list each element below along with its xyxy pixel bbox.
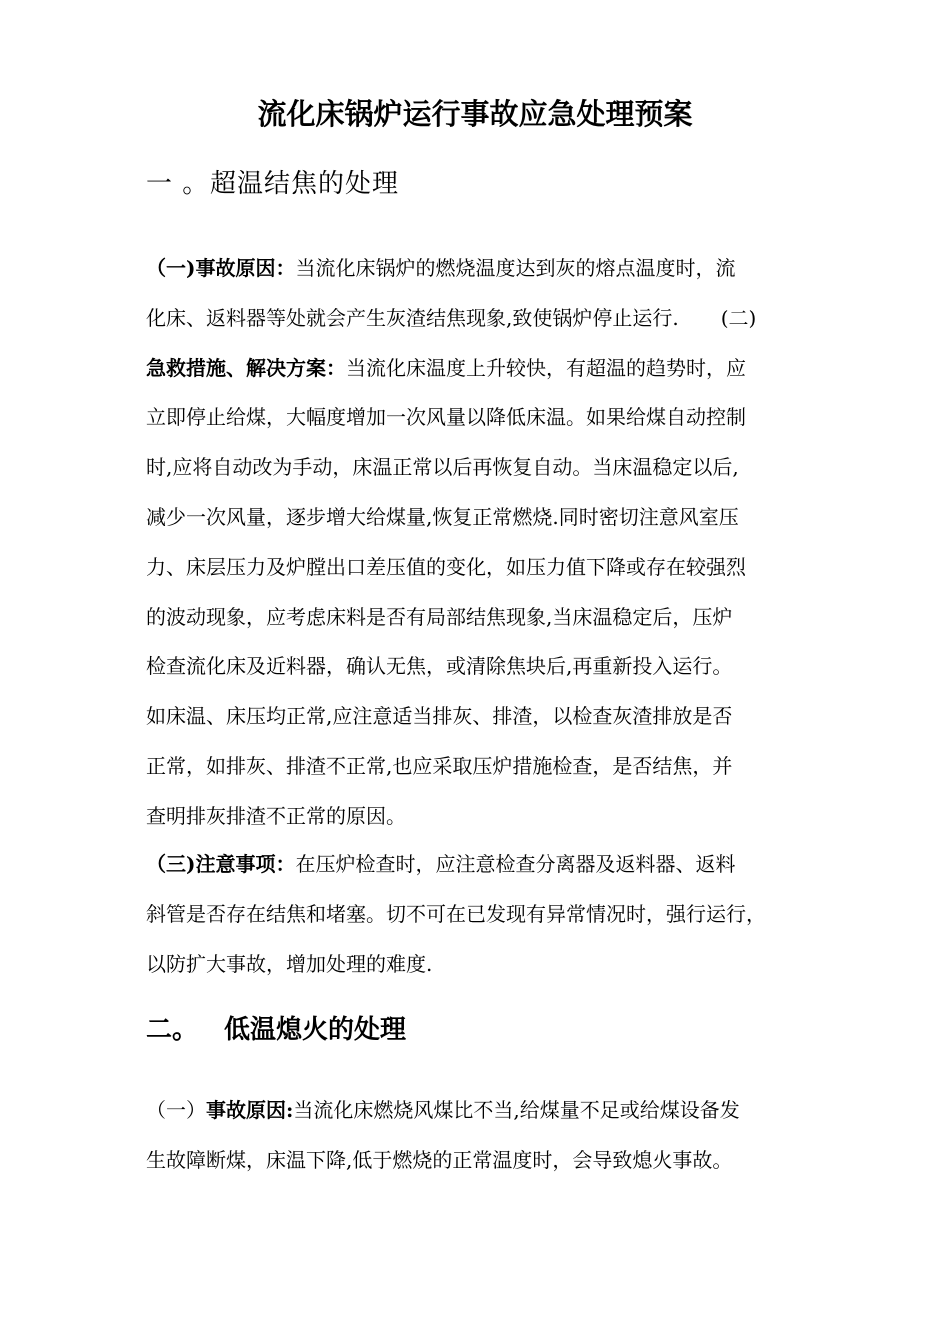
text-line: 的波动现象，应考虑床料是否有局部结焦现象,当床温稳定后，压炉 bbox=[146, 604, 733, 629]
notes-text: 在压炉检查时，应注意检查分离器及返料器、返料 bbox=[295, 852, 736, 876]
cause-text: 化床、返料器等处就会产生灰渣结焦现象,致使锅炉停止运行. bbox=[146, 305, 679, 330]
measures-text: 当流化床温度上升较快，有超温的趋势时，应 bbox=[346, 355, 746, 380]
cause-label: 事故原因: bbox=[206, 1098, 294, 1122]
section-2-body bbox=[146, 1086, 826, 1186]
text-line bbox=[146, 244, 826, 294]
section-1-body bbox=[146, 244, 826, 842]
cause-text: 当流化床燃烧风煤比不当,给煤量不足或给煤设备发 bbox=[293, 1098, 740, 1122]
text-line bbox=[146, 840, 826, 890]
text-line: 如床温、床压均正常,应注意适当排灰、排渣，以检查灰渣排放是否 bbox=[146, 704, 733, 729]
section-1-title: 超温结焦的处理 bbox=[210, 169, 400, 199]
section-1-notes bbox=[146, 840, 826, 989]
cause-text: 当流化床锅炉的燃烧温度达到灰的熔点温度时，流 bbox=[295, 256, 736, 280]
text-line: 时,应将自动改为手动，床温正常以后再恢复自动。当床温稳定以后, bbox=[146, 455, 739, 480]
text-line bbox=[146, 1086, 826, 1136]
document-title: 流化床锅炉运行事故应急处理预案 bbox=[257, 97, 693, 131]
text-line: 查明排灰排渣不正常的原因。 bbox=[146, 803, 406, 828]
text-line: 以防扩大事故，增加处理的难度. bbox=[146, 951, 433, 976]
text-line: 斜管是否存在结焦和堵塞。切不可在已发现有异常情况时，强行运行， bbox=[146, 901, 766, 926]
text-line: 立即停止给煤，大幅度增加一次风量以降低床温。如果给煤自动控制 bbox=[146, 405, 746, 430]
section-2-number: 二。 bbox=[146, 1015, 199, 1045]
text-line bbox=[146, 344, 826, 394]
cause-label-prefix: （一） bbox=[146, 1098, 206, 1122]
text-line bbox=[146, 294, 826, 344]
measures-number: (二) bbox=[720, 305, 757, 330]
cause-label: （一)事故原因： bbox=[146, 256, 296, 280]
text-line: 检查流化床及近料器，确认无焦，或清除焦块后,再重新投入运行。 bbox=[146, 654, 733, 679]
text-line: 减少一次风量，逐步增大给煤量,恢复正常燃烧.同时密切注意风室压 bbox=[146, 504, 739, 529]
text-line: 生故障断煤，床温下降,低于燃烧的正常温度时，会导致熄火事故。 bbox=[146, 1147, 733, 1172]
text-line: 正常，如排灰、排渣不正常,也应采取压炉措施检查，是否结焦，并 bbox=[146, 753, 733, 778]
section-2-heading bbox=[146, 1010, 406, 1050]
text-line: 力、床层压力及炉膛出口差压值的变化，如压力值下降或存在较强烈 bbox=[146, 554, 746, 579]
measures-label: 急救措施、解决方案： bbox=[146, 355, 346, 380]
section-1-heading bbox=[146, 164, 399, 204]
notes-label: （三)注意事项： bbox=[146, 852, 296, 876]
section-1-number: 一 。 bbox=[146, 169, 210, 199]
section-2-title: 低温熄火的处理 bbox=[224, 1015, 407, 1045]
